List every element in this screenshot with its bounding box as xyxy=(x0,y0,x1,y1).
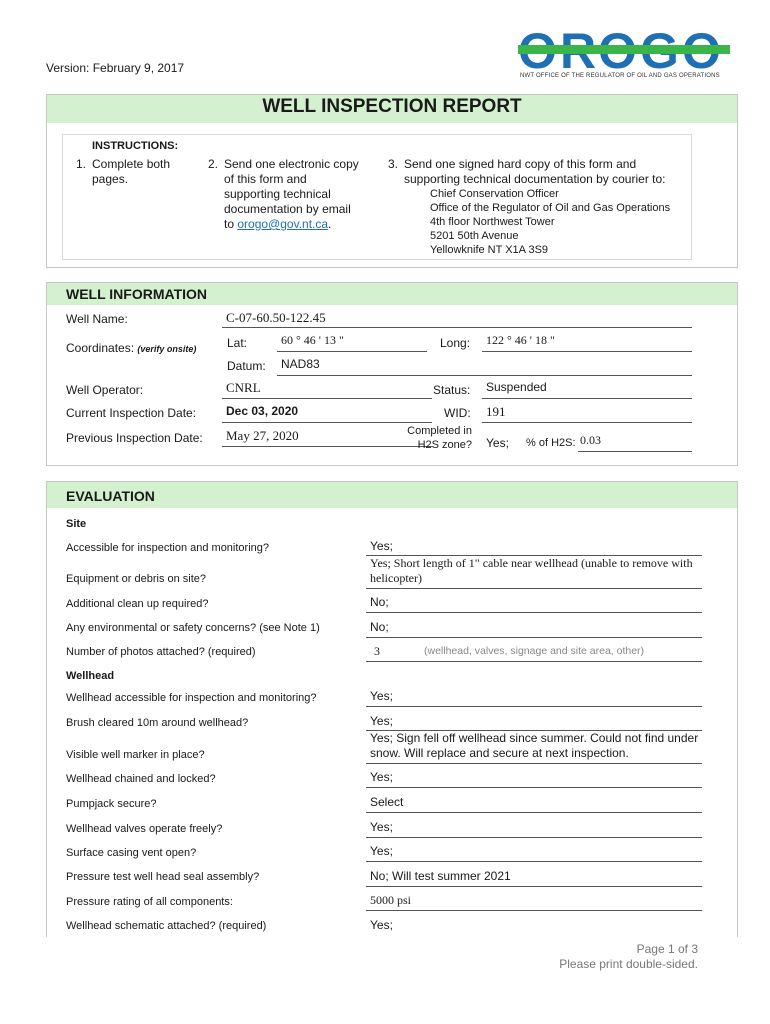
lat-label: Lat: xyxy=(227,336,248,350)
status-field[interactable]: Suspended xyxy=(482,380,692,399)
photos-count: 3 xyxy=(374,644,380,658)
operator-field[interactable]: CNRL xyxy=(222,380,432,399)
long-label: Long: xyxy=(440,336,471,350)
previous-inspection-field[interactable]: May 27, 2020 xyxy=(222,428,432,447)
wellhead-answer[interactable]: No; Will test summer 2021 xyxy=(366,869,702,887)
well-info-heading: WELL INFORMATION xyxy=(66,286,208,302)
site-answer[interactable]: No; xyxy=(366,595,702,613)
wellhead-answer[interactable]: Yes; xyxy=(366,844,702,862)
page-footer xyxy=(540,942,698,972)
well-name-field[interactable]: C-07-60.50-122.45 xyxy=(222,310,692,328)
wellhead-question: Pumpjack secure? xyxy=(66,798,157,810)
long-field[interactable]: 122 ° 46 ' 18 " xyxy=(482,333,692,352)
site-heading: Site xyxy=(66,518,87,530)
site-answer[interactable]: Yes; Short length of 1" cable near wellhead (unable to remove with helicopter) xyxy=(366,556,702,589)
wellhead-answer[interactable]: Yes; xyxy=(370,918,393,932)
current-inspection-field[interactable]: Dec 03, 2020 xyxy=(222,404,432,423)
address-line: Chief Conservation Officer xyxy=(430,188,559,200)
status-label: Status: xyxy=(433,383,471,397)
site-question: Number of photos attached? (required) xyxy=(66,646,256,658)
step3-number: 3. xyxy=(388,157,399,171)
step2-number: 2. xyxy=(208,157,219,171)
wellhead-question: Wellhead valves operate freely? xyxy=(66,823,223,835)
pumpjack-select[interactable]: Select xyxy=(366,795,702,813)
well-name-label: Well Name: xyxy=(66,312,128,326)
coordinates-label xyxy=(66,341,196,355)
h2s-zone-label xyxy=(380,424,472,452)
wellhead-question: Wellhead accessible for inspection and monitoring? xyxy=(66,692,317,704)
email-link[interactable]: orogo@gov.nt.ca xyxy=(237,217,329,231)
current-inspection-label: Current Inspection Date: xyxy=(66,406,197,420)
photos-note: (wellhead, valves, signage and site area, other) xyxy=(424,645,645,657)
wellhead-answer[interactable]: Yes; xyxy=(366,714,702,731)
step2-text-post: . xyxy=(328,217,332,231)
h2s-label-line1: Completed in xyxy=(407,425,472,437)
version-text: Version: February 9, 2017 xyxy=(46,61,185,75)
orogo-logo-mark xyxy=(518,28,730,72)
page-number: Page 1 of 3 xyxy=(636,942,698,956)
verify-onsite-note: (verify onsite) xyxy=(137,344,197,354)
address-line: 5201 50th Avenue xyxy=(430,230,519,242)
step2-text-pre: Send one electronic copy of this form and supporting technical documentation by email to xyxy=(224,157,359,231)
photos-field[interactable] xyxy=(366,643,702,662)
lat-field[interactable]: 60 ° 46 ' 13 " xyxy=(277,333,427,352)
datum-label: Datum: xyxy=(227,359,266,373)
wellhead-answer[interactable]: Yes; xyxy=(366,770,702,788)
page-title: WELL INSPECTION REPORT xyxy=(262,96,522,117)
wellhead-question: Surface casing vent open? xyxy=(66,847,197,859)
operator-label: Well Operator: xyxy=(66,383,144,397)
address-line: Yellowknife NT X1A 3S9 xyxy=(430,244,549,256)
site-question: Any environmental or safety concerns? (see Note 1) xyxy=(66,622,320,634)
site-answer[interactable]: Yes; xyxy=(366,539,702,556)
wellhead-answer[interactable]: Yes; Sign fell off wellhead since summer. Could not find under snow. Will replace and secure at next inspection. xyxy=(366,731,702,764)
wellhead-answer[interactable]: Yes; xyxy=(366,820,702,838)
logo-subtitle: NWT OFFICE OF THE REGULATOR OF OIL AND GAS OPERATIONS xyxy=(520,73,720,79)
wellhead-question: Visible well marker in place? xyxy=(66,749,205,761)
site-answer[interactable]: No; xyxy=(366,620,702,638)
wid-label: WID: xyxy=(444,406,471,420)
datum-field[interactable]: NAD83 xyxy=(277,357,692,376)
previous-inspection-label: Previous Inspection Date: xyxy=(66,431,203,445)
step1-number: 1. xyxy=(76,157,87,171)
wellhead-answer[interactable]: 5000 psi xyxy=(366,893,702,911)
evaluation-heading: EVALUATION xyxy=(66,488,155,504)
address-line: 4th floor Northwest Tower xyxy=(430,216,555,228)
address-line: Office of the Regulator of Oil and Gas Operations xyxy=(430,202,671,214)
h2s-zone-answer[interactable]: Yes; xyxy=(486,436,509,450)
wellhead-heading: Wellhead xyxy=(66,670,115,682)
print-note: Please print double-sided. xyxy=(559,957,698,971)
wid-field[interactable]: 191 xyxy=(482,404,692,423)
site-question: Equipment or debris on site? xyxy=(66,573,207,585)
wellhead-question: Wellhead chained and locked? xyxy=(66,773,216,785)
wellhead-question: Pressure rating of all components: xyxy=(66,896,233,908)
wellhead-question: Wellhead schematic attached? (required) xyxy=(66,920,267,932)
h2s-percent-field[interactable]: 0.03 xyxy=(578,433,692,452)
wellhead-question: Pressure test well head seal assembly? xyxy=(66,871,260,883)
coordinates-label-text: Coordinates: xyxy=(66,341,135,355)
wellhead-question: Brush cleared 10m around wellhead? xyxy=(66,717,249,729)
site-question: Accessible for inspection and monitoring? xyxy=(66,542,270,554)
step2-text xyxy=(224,157,364,232)
site-question: Additional clean up required? xyxy=(66,598,209,610)
wellhead-answer[interactable]: Yes; xyxy=(366,689,702,707)
courier-address xyxy=(430,187,670,257)
h2s-label-line2: H2S zone? xyxy=(417,439,472,451)
step1-text: Complete both pages. xyxy=(92,157,171,186)
instructions-heading: INSTRUCTIONS: xyxy=(92,140,179,152)
h2s-percent-label: % of H2S: xyxy=(526,437,576,449)
orogo-logo xyxy=(518,28,730,82)
step3-text: Send one signed hard copy of this form and supporting technical documentation by courier to: xyxy=(404,157,666,186)
